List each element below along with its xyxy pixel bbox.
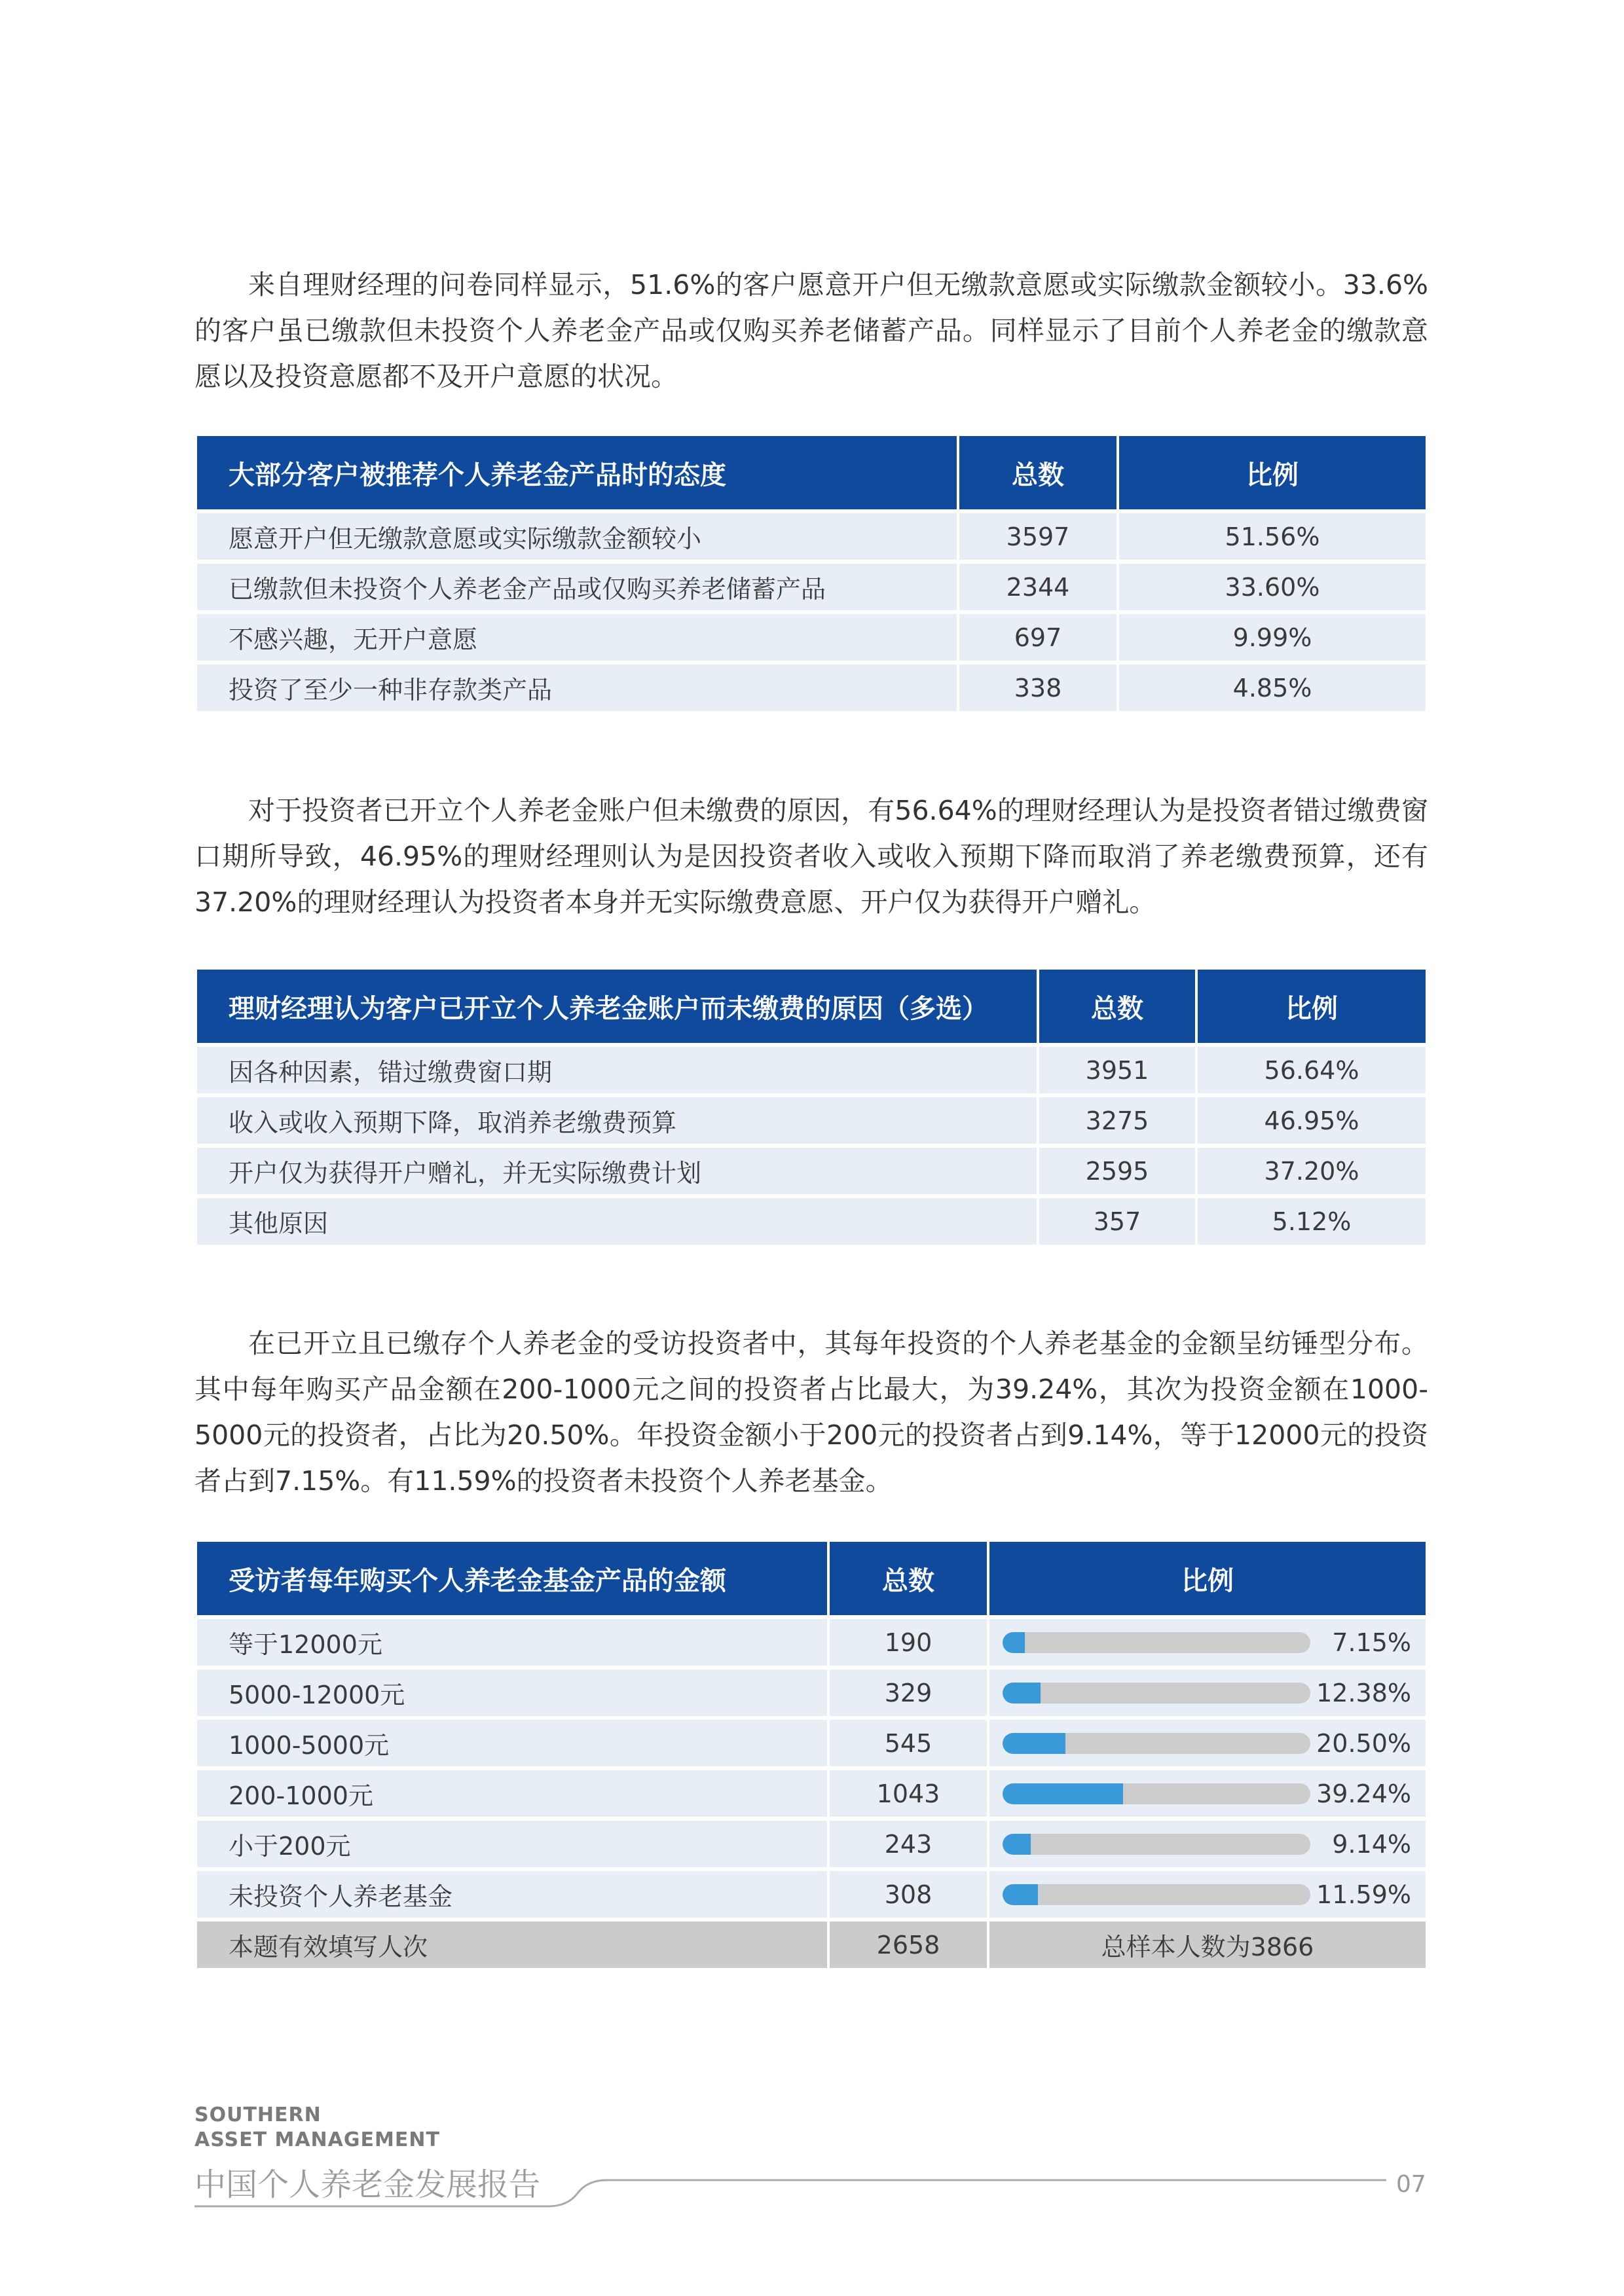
- table-row: [197, 1720, 1426, 1770]
- table-row: [197, 1097, 1426, 1148]
- row-label: 未投资个人养老基金: [197, 1871, 827, 1922]
- table-row: [197, 1770, 1426, 1821]
- footer-divider: [194, 2160, 1393, 2213]
- ratio-bar-fill: [1003, 1783, 1123, 1804]
- table-row: [197, 1871, 1426, 1922]
- total-note: 总样本人数为3866: [989, 1922, 1426, 1972]
- column-header-total: 总数: [830, 1542, 987, 1619]
- row-ratio: 11.59%: [1316, 1880, 1411, 1909]
- row-label: 已缴款但未投资个人养老金产品或仅购买养老储蓄产品: [197, 564, 957, 614]
- row-count: 329: [830, 1669, 987, 1720]
- column-header-ratio: 比例: [1198, 970, 1426, 1047]
- row-label: 投资了至少一种非存款类产品: [197, 665, 957, 715]
- table-header-row: [197, 970, 1426, 1047]
- column-header-ratio: 比例: [1119, 436, 1426, 513]
- table-header-row: [197, 436, 1426, 513]
- table-row: [197, 1198, 1426, 1248]
- ratio-bar-track: [1003, 1733, 1310, 1754]
- ratio-bar-fill: [1003, 1834, 1031, 1855]
- row-label: 1000-5000元: [197, 1720, 827, 1770]
- table-row: [197, 665, 1426, 715]
- row-count: 2344: [959, 564, 1116, 614]
- row-count: 243: [830, 1821, 987, 1871]
- table-header-row: [197, 1542, 1426, 1619]
- row-count: 357: [1039, 1198, 1195, 1248]
- row-label: 开户仅为获得开户赠礼，并无实际缴费计划: [197, 1148, 1037, 1198]
- row-label: 因各种因素，错过缴费窗口期: [197, 1047, 1037, 1097]
- table-row: [197, 1821, 1426, 1871]
- row-label: 5000-12000元: [197, 1669, 827, 1720]
- row-ratio: 20.50%: [1316, 1728, 1411, 1758]
- column-header-ratio: 比例: [989, 1542, 1426, 1619]
- column-header-total: 总数: [1039, 970, 1195, 1047]
- row-ratio: 4.85%: [1119, 665, 1426, 715]
- column-header-amount: 受访者每年购买个人养老金基金产品的金额: [197, 1542, 827, 1619]
- table-row: [197, 1619, 1426, 1669]
- row-ratio: 9.99%: [1119, 614, 1426, 665]
- row-count: 2595: [1039, 1148, 1195, 1198]
- row-count: 3951: [1039, 1047, 1195, 1097]
- ratio-bar-track: [1003, 1683, 1310, 1704]
- row-label: 收入或收入预期下降，取消养老缴费预算: [197, 1097, 1037, 1148]
- reason-paragraph: 对于投资者已开立个人养老金账户但未缴费的原因，有56.64%的理财经理认为是投资者错过缴费窗口期所导致，46.95%的理财经理则认为是因投资者收入或收入预期下降而取消了养老缴费预算，还有37.20%的理财经理认为投资者本身并无实际缴费意愿、开户仅为获得开户赠礼。: [194, 795, 1428, 918]
- row-count: 190: [830, 1619, 987, 1669]
- row-ratio-cell: [989, 1770, 1426, 1821]
- ratio-bar-track: [1003, 1632, 1310, 1653]
- ratio-bar-fill: [1003, 1632, 1025, 1653]
- ratio-bar-track: [1003, 1783, 1310, 1804]
- ratio-bar-track: [1003, 1834, 1310, 1855]
- row-ratio: 7.15%: [1332, 1628, 1411, 1657]
- row-count: 697: [959, 614, 1116, 665]
- row-ratio-cell: [989, 1669, 1426, 1720]
- row-label: 不感兴趣，无开户意愿: [197, 614, 957, 665]
- table-row: [197, 564, 1426, 614]
- report-title: 中国个人养老金发展报告: [194, 2166, 541, 2203]
- row-label: 愿意开户但无缴款意愿或实际缴款金额较小: [197, 513, 957, 564]
- row-ratio-cell: [989, 1821, 1426, 1871]
- row-ratio: 9.14%: [1332, 1829, 1411, 1859]
- column-header-reason: 理财经理认为客户已开立个人养老金账户而未缴费的原因（多选）: [197, 970, 1037, 1047]
- column-header-total: 总数: [959, 436, 1116, 513]
- row-ratio: 39.24%: [1316, 1779, 1411, 1808]
- table-row: [197, 513, 1426, 564]
- row-ratio-cell: [989, 1619, 1426, 1669]
- intro-paragraph: 来自理财经理的问卷同样显示，51.6%的客户愿意开户但无缴款意愿或实际缴款金额较小。33.6%的客户虽已缴款但未投资个人养老金产品或仅购买养老储蓄产品。同样显示了目前个人养老金的缴款意愿以及投资意愿都不及开户意愿的状况。: [194, 269, 1428, 392]
- row-ratio: 46.95%: [1198, 1097, 1426, 1148]
- table-row: [197, 1669, 1426, 1720]
- row-count: 3597: [959, 513, 1116, 564]
- table-row: [197, 1148, 1426, 1198]
- brand-line-2: ASSET MANAGEMENT: [194, 2128, 440, 2151]
- total-label: 本题有效填写人次: [197, 1922, 827, 1972]
- row-count: 3275: [1039, 1097, 1195, 1148]
- brand-line-1: SOUTHERN: [194, 2104, 322, 2126]
- row-label: 小于200元: [197, 1821, 827, 1871]
- column-header-attitude: 大部分客户被推荐个人养老金产品时的态度: [197, 436, 957, 513]
- row-ratio-cell: [989, 1871, 1426, 1922]
- row-ratio: 56.64%: [1198, 1047, 1426, 1097]
- ratio-bar-fill: [1003, 1733, 1065, 1754]
- row-count: 308: [830, 1871, 987, 1922]
- row-ratio: 5.12%: [1198, 1198, 1426, 1248]
- row-ratio: 33.60%: [1119, 564, 1426, 614]
- row-ratio-cell: [989, 1720, 1426, 1770]
- table-row: [197, 614, 1426, 665]
- unpaid-reason-table: [194, 970, 1428, 1248]
- ratio-bar-fill: [1003, 1683, 1041, 1704]
- row-count: 545: [830, 1720, 987, 1770]
- row-ratio: 37.20%: [1198, 1148, 1426, 1198]
- total-row: [197, 1922, 1426, 1972]
- ratio-bar-fill: [1003, 1884, 1038, 1905]
- row-label: 200-1000元: [197, 1770, 827, 1821]
- page-number: 07: [1396, 2171, 1426, 2198]
- table-row: [197, 1047, 1426, 1097]
- row-count: 1043: [830, 1770, 987, 1821]
- customer-attitude-table: [194, 436, 1428, 715]
- row-label: 等于12000元: [197, 1619, 827, 1669]
- ratio-bar-track: [1003, 1884, 1310, 1905]
- row-label: 其他原因: [197, 1198, 1037, 1248]
- row-ratio: 51.56%: [1119, 513, 1426, 564]
- amount-paragraph: 在已开立且已缴存个人养老金的受访投资者中，其每年投资的个人养老基金的金额呈纺锤型分布。其中每年购买产品金额在200-1000元之间的投资者占比最大，为39.24%，其次为投资金额在1000-5000元的投资者，占比为20.50%。年投资金额小于200元的投资者占到9.14%，等于12000元的投资者占到7.15%。有11.59%的投资者未投资个人养老基金。: [194, 1328, 1428, 1497]
- annual-amount-table: [194, 1542, 1428, 1972]
- row-ratio: 12.38%: [1316, 1678, 1411, 1707]
- row-count: 338: [959, 665, 1116, 715]
- total-count: 2658: [830, 1922, 987, 1972]
